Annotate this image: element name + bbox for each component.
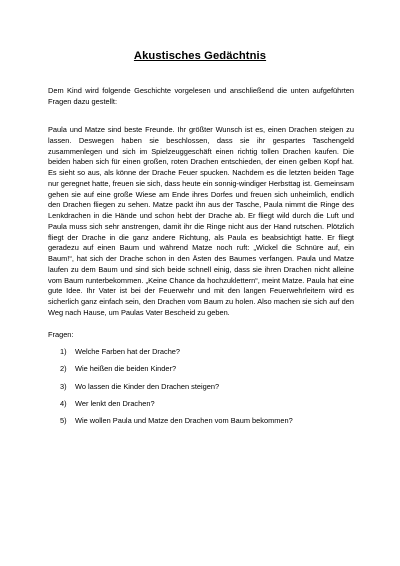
- question-number: 3): [60, 381, 67, 391]
- story-paragraph: Paula und Matze sind beste Freunde. Ihr größter Wunsch ist es, einen Drachen steigen zu lassen. Deswegen haben sie beschlossen, dass sie ihr gespartes Taschengeld zusammenlegen und sich im Spielzeuggeschäft einen richtig tollen Drachen kaufen. Die beiden haben sich für einen großen, roten Drachen entschieden, der einen gelben Kopf hat. Es sieht so aus, als könne der Drache Feuer spucken. Nachdem es die letzten beiden Tage nur geregnet hatte, freuen sie sich, dass heute ein sonnig-windiger Herbsttag ist. Gemeinsam gehen sie auf eine große Wiese am Ende ihres Dorfes und freuen sich unheimlich, endlich den Drachen fliegen zu sehen. Matze packt ihn aus der Tasche, Paula nimmt die Ringe des Lenkdrachen in die Hände und schon hebt der Drache ab. Er fliegt wild durch die Luft und Paula muss sich sehr anstrengen, damit ihr die Ringe nicht aus der Hand rutschen. Plötzlich fliegt der Drache in die ganz andere Richtung, als Paula es beabsichtigt hatte. Er fliegt geradezu auf einen Baum und während Matze noch ruft: „Wickel die Schnüre auf, ein Baum!“, hat sich der Drache schon in den Ästen des Baumes verfangen. Paula und Matze laufen zu dem Baum und sind sich beide schnell einig, dass sie ihren Drachen nicht alleine vom Baum runterbekommen. „Keine Chance da hochzuklettern“, meint Matze. Paula hat eine gute Idee. Ihr Vater ist bei der Feuerwehr und mit den langen Feuerwehrleitern wird es sicherlich ganz einfach sein, den Drachen vom Baum zu holen. Also machen sie sich auf den Weg nach Hause, um Paulas Vater Bescheid zu geben.: [48, 125, 354, 317]
- question-text: Wie heißen die beiden Kinder?: [75, 364, 177, 374]
- questions-list: [60, 347, 293, 433]
- question-number: 4): [60, 398, 67, 408]
- question-item: [60, 399, 293, 416]
- question-item: [60, 347, 293, 364]
- question-text: Wer lenkt den Drachen?: [75, 398, 155, 408]
- question-item: [60, 416, 293, 433]
- question-text: Wie wollen Paula und Matze den Drachen vom Baum bekommen?: [75, 416, 293, 426]
- question-text: Welche Farben hat der Drache?: [75, 347, 181, 356]
- document-title: Akustisches Gedächtnis: [133, 50, 267, 62]
- question-item: [60, 364, 293, 381]
- questions-heading: Fragen:: [48, 330, 74, 339]
- question-number: 1): [60, 347, 67, 356]
- question-number: 5): [60, 416, 67, 426]
- question-item: [60, 382, 293, 399]
- intro-paragraph: Dem Kind wird folgende Geschichte vorgelesen und anschließend die unten aufgeführten Fragen dazu gestellt:: [48, 86, 354, 106]
- question-number: 2): [60, 364, 67, 374]
- question-text: Wo lassen die Kinder den Drachen steigen?: [75, 381, 220, 391]
